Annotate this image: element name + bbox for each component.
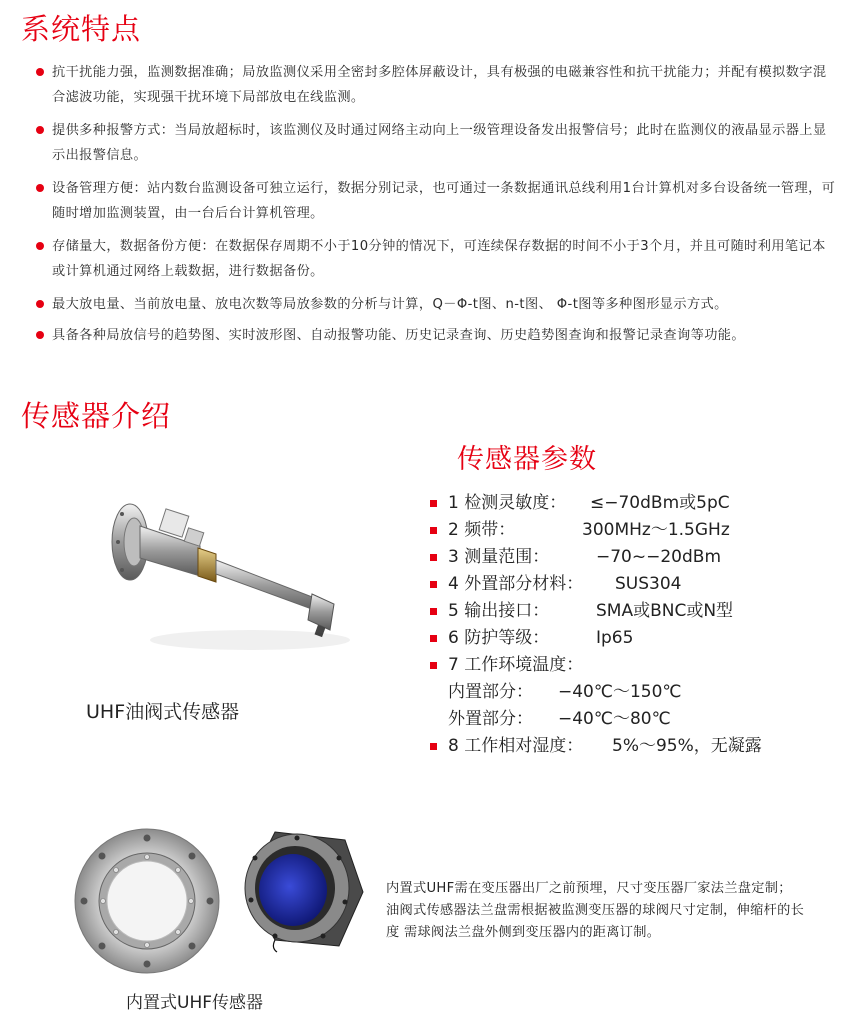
- feature-text: 具备各种局放信号的趋势图、实时波形图、自动报警功能、历史记录查询、历史趋势图查询和报警记录查询等功能。: [52, 328, 745, 343]
- param-label: 内置部分：: [448, 682, 533, 702]
- bullet-dot-icon: [36, 242, 44, 250]
- param-item: [430, 733, 830, 760]
- param-label: 2 频带：: [448, 520, 516, 540]
- list-item: [36, 234, 836, 284]
- param-item: [430, 625, 830, 652]
- param-value: 5%～95%，无凝露: [612, 736, 762, 756]
- param-label: 7 工作环境温度：: [448, 655, 584, 675]
- bullet-dot-icon: [36, 300, 44, 308]
- param-value: 300MHz～1.5GHz: [582, 520, 730, 540]
- note-line: 油阀式传感器法兰盘需根据被监测变压器的球阀尺寸定制，伸缩杆的长度 需球阀法兰盘外侧到变压器内的距离订制。: [386, 903, 805, 940]
- param-item: [430, 571, 830, 598]
- params-list: [430, 490, 830, 760]
- internal-sensor-front-image: [72, 826, 222, 976]
- param-value: −70~−20dBm: [596, 547, 722, 567]
- param-item: [430, 706, 830, 733]
- param-value: −40℃～80℃: [558, 709, 671, 729]
- param-value: SUS304: [615, 574, 682, 594]
- param-label: 外置部分：: [448, 709, 533, 729]
- bullet-square-icon: [430, 635, 437, 642]
- bullet-square-icon: [430, 527, 437, 534]
- params-title: 传感器参数: [457, 444, 597, 475]
- feature-text: 设备管理方便：站内数台监测设备可独立运行，数据分别记录，也可通过一条数据通讯总线利用1台计算机对多台设备统一管理，可随时增加监测装置，由一台后台计算机管理。: [52, 181, 836, 221]
- bullet-dot-icon: [36, 126, 44, 134]
- list-item: [36, 118, 836, 168]
- param-item: [430, 652, 830, 679]
- bullet-dot-icon: [36, 184, 44, 192]
- param-value: SMA或BNC或N型: [596, 601, 734, 621]
- bullet-square-icon: [430, 554, 437, 561]
- sensor-intro-title: 传感器介绍: [21, 399, 172, 433]
- param-value: ≤−70dBm或5pC: [590, 493, 730, 513]
- param-label: 6 防护等级：: [448, 628, 550, 648]
- oil-valve-sensor-caption: UHF油阀式传感器: [86, 701, 240, 723]
- param-label: 4 外置部分材料：: [448, 574, 584, 594]
- note-line: 内置式UHF需在变压器出厂之前预埋，尺寸变压器厂家法兰盘定制；: [386, 881, 792, 896]
- feature-text: 最大放电量、当前放电量、放电次数等局放参数的分析与计算，Q－Φ-t图、n-t图、 Φ-t图等多种图形显示方式。: [52, 297, 728, 312]
- bullet-square-icon: [430, 743, 437, 750]
- bullet-dot-icon: [36, 68, 44, 76]
- feature-text: 存储量大，数据备份方便：在数据保存周期不小于10分钟的情况下，可连续保存数据的时间不小于3个月，并且可随时利用笔记本或计算机通过网络上载数据，进行数据备份。: [52, 239, 826, 279]
- features-title: 系统特点: [21, 12, 142, 46]
- param-label: 3 测量范围：: [448, 547, 550, 567]
- param-label: 1 检测灵敏度：: [448, 493, 567, 513]
- param-item: [430, 517, 830, 544]
- feature-text: 提供多种报警方式：当局放超标时，该监测仪及时通过网络主动向上一级管理设备发出报警信号；此时在监测仪的液晶显示器上显示出报警信息。: [52, 123, 827, 163]
- list-item: [36, 176, 836, 226]
- bullet-square-icon: [430, 662, 437, 669]
- param-item: [430, 490, 830, 517]
- list-item: [36, 323, 836, 348]
- param-item: [430, 679, 830, 706]
- param-value: Ip65: [596, 628, 634, 648]
- feature-text: 抗干扰能力强，监测数据准确；局放监测仪采用全密封多腔体屏蔽设计，具有极强的电磁兼容性和抗干扰能力；并配有模拟数字混合滤波功能，实现强干扰环境下局部放电在线监测。: [52, 65, 827, 105]
- bullet-dot-icon: [36, 331, 44, 339]
- installation-note: [386, 878, 806, 944]
- list-item: [36, 60, 836, 110]
- internal-sensor-caption: 内置式UHF传感器: [126, 993, 264, 1013]
- features-list: [36, 60, 836, 354]
- param-item: [430, 544, 830, 571]
- param-label: 5 输出接口：: [448, 601, 550, 621]
- oil-valve-sensor-image: [90, 490, 350, 690]
- bullet-square-icon: [430, 581, 437, 588]
- internal-sensor-side-image: [235, 822, 370, 957]
- param-value: −40℃～150℃: [558, 682, 682, 702]
- param-item: [430, 598, 830, 625]
- bullet-square-icon: [430, 500, 437, 507]
- list-item: [36, 292, 836, 317]
- param-label: 8 工作相对湿度：: [448, 736, 584, 756]
- bullet-square-icon: [430, 608, 437, 615]
